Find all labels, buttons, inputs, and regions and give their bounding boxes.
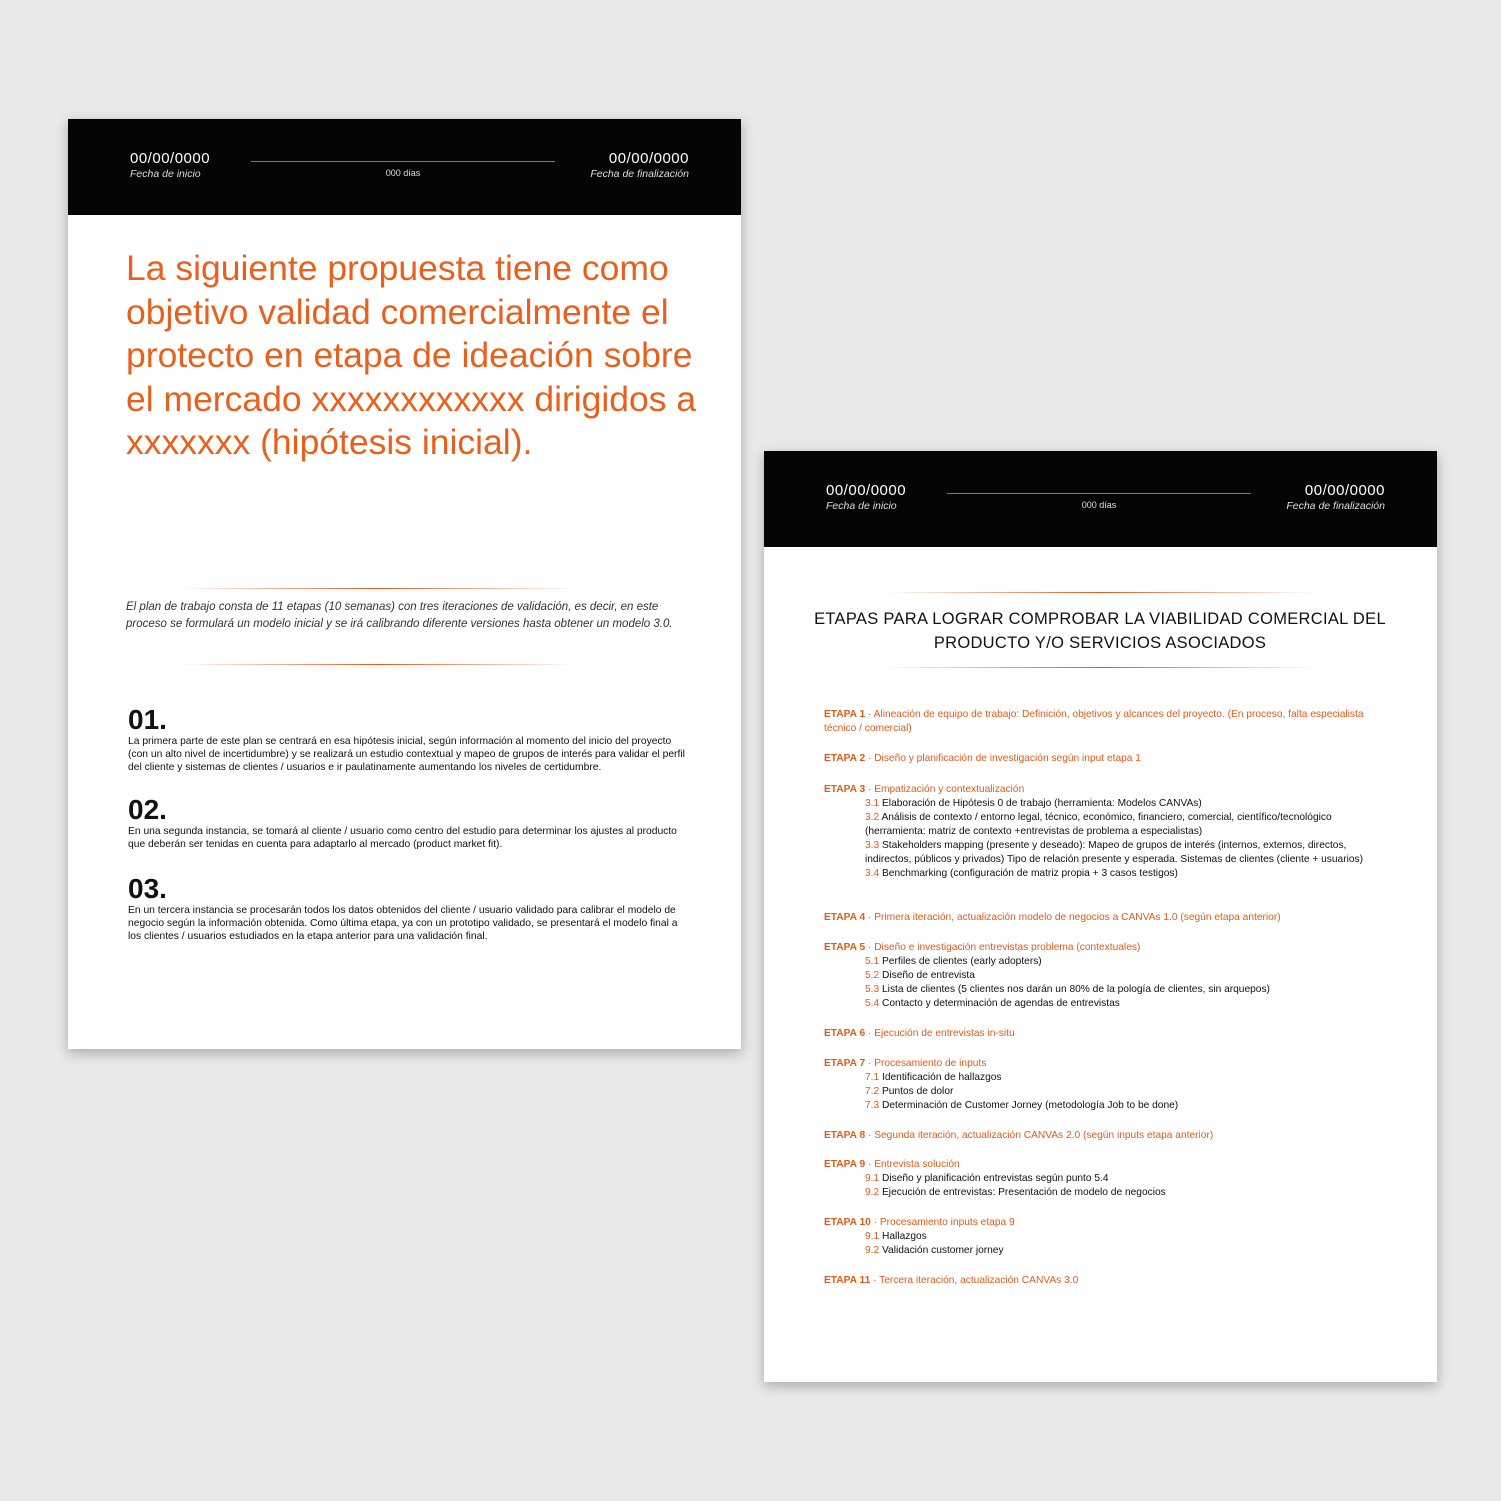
sub-number: 9.2 bbox=[865, 1245, 880, 1256]
sub-number: 7.2 bbox=[865, 1086, 880, 1097]
step-number: 02. bbox=[128, 794, 167, 825]
etapa-6 bbox=[824, 1027, 1384, 1041]
sub-text: Elaboración de Hipótesis 0 de trabajo (herramienta: Modelos CANVAs) bbox=[882, 798, 1202, 809]
proposal-page bbox=[68, 119, 741, 1049]
etapa-9 bbox=[824, 1158, 1384, 1200]
sub-text: Diseño y planificación entrevistas según punto 5.4 bbox=[882, 1173, 1109, 1184]
sub-number: 3.1 bbox=[865, 798, 880, 809]
sub-text: Contacto y determinación de agendas de entrevistas bbox=[882, 998, 1120, 1009]
duration-days: 000 días bbox=[385, 168, 421, 178]
sub-text: Diseño de entrevista bbox=[882, 970, 975, 981]
step-3 bbox=[128, 874, 688, 943]
sub-text: Determinación de Customer Jorney (metodología Job to be done) bbox=[882, 1100, 1179, 1111]
etapa-heading: ETAPA 5 · Diseño e investigación entrevistas problema (contextuales) bbox=[824, 942, 1141, 953]
etapa-heading: ETAPA 2 · Diseño y planificación de investigación según input etapa 1 bbox=[824, 753, 1141, 764]
sub-text: Validación customer jorney bbox=[882, 1245, 1004, 1256]
sub-item bbox=[865, 983, 1384, 997]
etapa-description: Diseño e investigación entrevistas problema (contextuales) bbox=[874, 942, 1141, 953]
etapa-heading: ETAPA 3 · Empatización y contextualización bbox=[824, 784, 1025, 795]
etapa-label: ETAPA 8 bbox=[824, 1130, 866, 1141]
end-date-caption: Fecha de finalización bbox=[590, 168, 689, 180]
sub-text: Stakeholders mapping (presente y deseado): Mapeo de grupos de interés (internos, externos, directos, indirectos, públicos y privados) Tipo de relación presente y esperada. Sistemas de clientes (cliente + usuarios) bbox=[865, 840, 1364, 865]
start-date: 00/00/0000 bbox=[130, 150, 211, 167]
proposal-headline: La siguiente propuesta tiene como objetivo validad comercialmente el protecto en etapa de ideación sobre el mercado xxxxxxxxxxxx dirigidos a xxxxxxx (hipótesis inicial). bbox=[126, 248, 697, 462]
etapa-description: Procesamiento de inputs bbox=[874, 1058, 987, 1069]
sub-item bbox=[865, 955, 1384, 969]
etapa-heading: ETAPA 6 · Ejecución de entrevistas in-situ bbox=[824, 1028, 1015, 1039]
end-date: 00/00/0000 bbox=[1304, 482, 1385, 499]
sub-item bbox=[865, 1085, 1384, 1099]
timeline-line bbox=[251, 161, 555, 162]
sub-item bbox=[865, 811, 1384, 839]
end-date: 00/00/0000 bbox=[608, 150, 689, 167]
etapa-11 bbox=[824, 1274, 1384, 1288]
sub-number: 5.2 bbox=[865, 970, 880, 981]
sub-number: 5.4 bbox=[865, 998, 880, 1009]
etapa-label: ETAPA 10 bbox=[824, 1217, 871, 1228]
step-number: 03. bbox=[128, 873, 167, 904]
sub-number: 9.1 bbox=[865, 1231, 880, 1242]
sub-number: 3.4 bbox=[865, 868, 880, 879]
sub-item bbox=[865, 1172, 1384, 1186]
etapa-label: ETAPA 7 bbox=[824, 1058, 866, 1069]
etapa-label: ETAPA 4 bbox=[824, 912, 866, 923]
etapa-description: Ejecución de entrevistas in-situ bbox=[874, 1028, 1015, 1039]
timeline-line bbox=[947, 493, 1251, 494]
sub-number: 9.2 bbox=[865, 1187, 880, 1198]
divider-top bbox=[178, 588, 578, 589]
date-header bbox=[68, 119, 741, 215]
step-text: En una segunda instancia, se tomará al cliente / usuario como centro del estudio para determinar los ajustes al producto que deberán ser tenidas en cuenta para adaptarlo al mercado (product market fit). bbox=[128, 826, 677, 850]
sub-item bbox=[865, 1186, 1384, 1200]
etapa-7 bbox=[824, 1057, 1384, 1113]
etapa-heading: ETAPA 1 · Alineación de equipo de trabajo: Definición, objetivos y alcances del proyecto. (En proceso, falta especialista técnico / comercial) bbox=[824, 709, 1364, 734]
step-text: En un tercera instancia se procesarán todos los datos obtenidos del cliente / usuario validado para calibrar el modelo de negocio según la información obtenida. Como última etapa, ya con un prototipo validado, se presentará el modelo final a los clientes / usuarios estudiados en la etapa anterior para una validación final. bbox=[128, 905, 678, 942]
sub-text: Perfiles de clientes (early adopters) bbox=[882, 956, 1042, 967]
divider-top bbox=[884, 592, 1317, 593]
step-2 bbox=[128, 795, 688, 851]
sub-item bbox=[865, 867, 1384, 881]
etapa-description: Diseño y planificación de investigación según input etapa 1 bbox=[874, 753, 1141, 764]
date-header bbox=[764, 451, 1437, 547]
etapa-description: Primera iteración, actualización modelo de negocios a CANVAs 1.0 (según etapa anterior) bbox=[874, 912, 1281, 923]
sub-text: Hallazgos bbox=[882, 1231, 927, 1242]
divider-bottom bbox=[178, 664, 578, 665]
sub-item bbox=[865, 997, 1384, 1011]
sub-number: 3.2 bbox=[865, 812, 880, 823]
sub-item bbox=[865, 1244, 1384, 1258]
etapa-heading: ETAPA 11 · Tercera iteración, actualización CANVAs 3.0 bbox=[824, 1275, 1079, 1286]
etapa-heading: ETAPA 10 · Procesamiento inputs etapa 9 bbox=[824, 1217, 1015, 1228]
start-date-caption: Fecha de inicio bbox=[130, 168, 201, 180]
sub-item bbox=[865, 797, 1384, 811]
etapa-label: ETAPA 9 bbox=[824, 1159, 866, 1170]
etapa-label: ETAPA 6 bbox=[824, 1028, 866, 1039]
etapa-heading: ETAPA 4 · Primera iteración, actualización modelo de negocios a CANVAs 1.0 (según etapa anterior) bbox=[824, 912, 1281, 923]
sub-item bbox=[865, 969, 1384, 983]
step-number: 01. bbox=[128, 704, 167, 735]
stages-page bbox=[764, 451, 1437, 1382]
etapa-4 bbox=[824, 911, 1384, 925]
sub-text: Identificación de hallazgos bbox=[882, 1072, 1002, 1083]
etapa-description: Alineación de equipo de trabajo: Definición, objetivos y alcances del proyecto. (En proceso, falta especialista técnico / comercial) bbox=[824, 709, 1364, 734]
sub-text: Lista de clientes (5 clientes nos darán un 80% de la pología de clientes, sin arquepos) bbox=[882, 984, 1270, 995]
duration-days: 000 días bbox=[1081, 500, 1117, 510]
etapa-description: Entrevista solución bbox=[874, 1159, 960, 1170]
etapa-description: Procesamiento inputs etapa 9 bbox=[879, 1217, 1015, 1228]
etapa-label: ETAPA 1 bbox=[824, 709, 866, 720]
etapa-2 bbox=[824, 752, 1384, 766]
etapa-heading: ETAPA 9 · Entrevista solución bbox=[824, 1159, 960, 1170]
divider-bottom bbox=[884, 667, 1317, 668]
etapa-label: ETAPA 5 bbox=[824, 942, 866, 953]
sub-text: Benchmarking (configuración de matriz propia + 3 casos testigos) bbox=[882, 868, 1178, 879]
etapa-heading: ETAPA 7 · Procesamiento de inputs bbox=[824, 1058, 987, 1069]
sub-number: 3.3 bbox=[865, 840, 880, 851]
etapa-1 bbox=[824, 708, 1384, 736]
sub-number: 5.1 bbox=[865, 956, 880, 967]
etapa-description: Tercera iteración, actualización CANVAs 3.0 bbox=[879, 1275, 1079, 1286]
plan-intro: El plan de trabajo consta de 11 etapas (10 semanas) con tres iteraciones de validación, es decir, en este proceso se formulará un modelo inicial y se irá calibrando diferente versiones hasta obtener un modelo 3.0. bbox=[126, 601, 673, 630]
etapa-3 bbox=[824, 783, 1384, 881]
sub-text: Análisis de contexto / entorno legal, técnico, económico, financiero, comercial, científico/tecnológico (herramienta: matriz de contexto +entrevistas de problema a especialistas) bbox=[865, 812, 1332, 837]
sub-item bbox=[865, 1230, 1384, 1244]
sub-item bbox=[865, 1099, 1384, 1113]
etapa-5 bbox=[824, 941, 1384, 1011]
sub-text: Ejecución de entrevistas: Presentación de modelo de negocios bbox=[882, 1187, 1166, 1198]
start-date: 00/00/0000 bbox=[826, 482, 907, 499]
stages-title: ETAPAS PARA LOGRAR COMPROBAR LA VIABILIDAD COMERCIAL DEL PRODUCTO Y/O SERVICIOS ASOCIADOS bbox=[814, 610, 1386, 652]
etapa-label: ETAPA 11 bbox=[824, 1275, 871, 1286]
sub-number: 7.3 bbox=[865, 1100, 880, 1111]
sub-item bbox=[865, 1071, 1384, 1085]
etapa-description: Empatización y contextualización bbox=[874, 784, 1025, 795]
sub-number: 5.3 bbox=[865, 984, 880, 995]
sub-item bbox=[865, 839, 1384, 867]
step-text: La primera parte de este plan se centrará en esa hipótesis inicial, según información al momento del inicio del proyecto (con un alto nivel de incertidumbre) y se realizará un estudio contextual y mapeo de grupos de interés para validar el perfil del cliente y sistemas de clientes / usuarios e ir paulatinamente aumentando los niveles de certidumbre. bbox=[128, 736, 685, 773]
start-date-caption: Fecha de inicio bbox=[826, 500, 897, 512]
sub-text: Puntos de dolor bbox=[882, 1086, 954, 1097]
etapa-8 bbox=[824, 1129, 1384, 1143]
sub-number: 9.1 bbox=[865, 1173, 880, 1184]
sub-number: 7.1 bbox=[865, 1072, 880, 1083]
etapa-10 bbox=[824, 1216, 1384, 1258]
etapa-label: ETAPA 3 bbox=[824, 784, 866, 795]
etapa-label: ETAPA 2 bbox=[824, 753, 866, 764]
step-1 bbox=[128, 705, 688, 774]
end-date-caption: Fecha de finalización bbox=[1286, 500, 1385, 512]
etapa-heading: ETAPA 8 · Segunda iteración, actualización CANVAs 2.0 (según inputs etapa anterior) bbox=[824, 1130, 1214, 1141]
etapa-description: Segunda iteración, actualización CANVAs 2.0 (según inputs etapa anterior) bbox=[874, 1130, 1214, 1141]
